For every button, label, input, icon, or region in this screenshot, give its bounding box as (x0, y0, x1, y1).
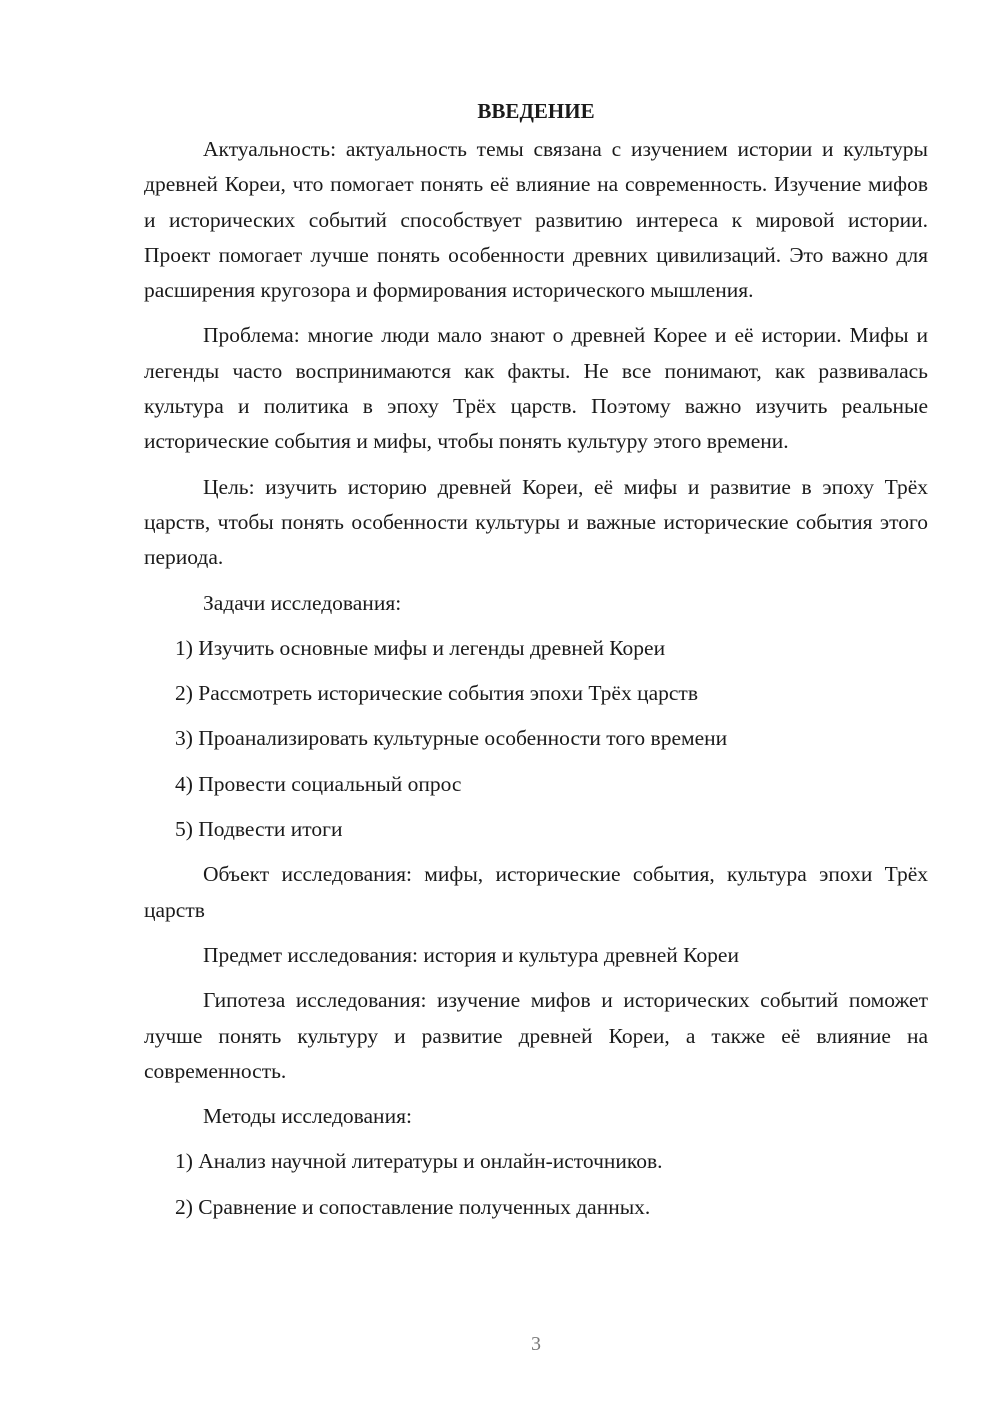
section-heading: ВВЕДЕНИЕ (477, 99, 595, 123)
tasks-title: Задачи исследования: (203, 590, 402, 615)
task-item: 2) Рассмотреть исторические события эпохи Трёх царств (175, 681, 698, 706)
method-item: 2) Сравнение и сопоставление полученных данных. (175, 1194, 651, 1219)
relevance-paragraph: Актуальность: актуальность темы связана с изучением истории и культуры древней Кореи, что помогает понять её влияние на современность. Изучение мифов и исторических событий способствует развитию интереса к мировой истории. Проект помогает лучше понять особенности древних цивилизаций. Это важно для расширения кругозора и формирования исторического мышления. (144, 137, 928, 303)
methods-title: Методы исследования: (203, 1104, 412, 1129)
goal-paragraph: Цель: изучить историю древней Кореи, её мифы и развитие в эпоху Трёх царств, чтобы понять особенности культуры и важные исторические события этого периода. (144, 474, 928, 570)
task-item: 1) Изучить основные мифы и легенды древней Кореи (175, 635, 666, 660)
object-paragraph: Объект исследования: мифы, исторические события, культура эпохи Трёх царств (144, 862, 928, 922)
page-number: 3 (531, 1333, 541, 1355)
hypothesis-paragraph: Гипотеза исследования: изучение мифов и исторических событий поможет лучше понять культуру и развитие древней Кореи, а также её влияние на современность. (144, 988, 928, 1083)
document-page (144, 96, 928, 1235)
problem-paragraph: Проблема: многие люди мало знают о древней Корее и её истории. Мифы и легенды часто воспринимаются как факты. Не все понимают, как развивалась культура и политика в эпоху Трёх царств. Поэтому важно изучить реальные исторические события и мифы, чтобы понять культуру этого времени. (144, 323, 928, 454)
subject-paragraph: Предмет исследования: история и культура древней Кореи (203, 942, 739, 967)
task-item: 5) Подвести итоги (175, 817, 343, 842)
method-item: 1) Анализ научной литературы и онлайн-источников. (175, 1149, 663, 1174)
task-item: 3) Проанализировать культурные особенности того времени (175, 726, 728, 751)
task-item: 4) Провести социальный опрос (175, 771, 462, 796)
